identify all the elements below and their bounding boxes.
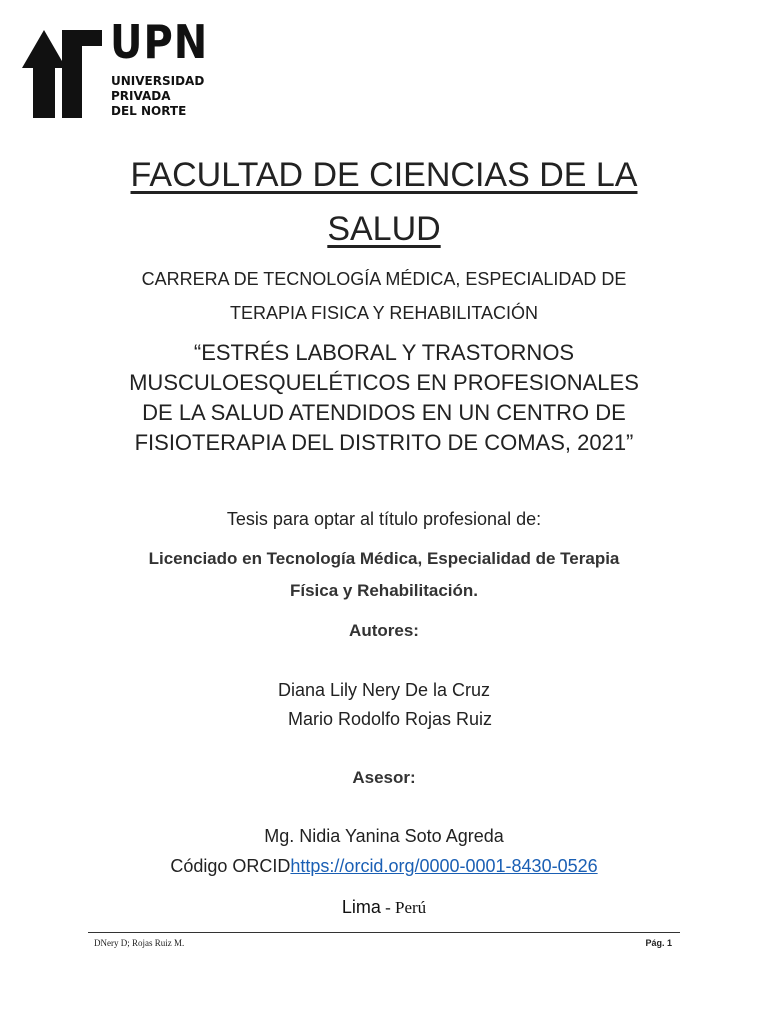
footer-page-number: Pág. 1 — [645, 938, 672, 948]
faculty-heading-line: SALUD — [327, 210, 441, 248]
logo-university-name — [111, 74, 204, 119]
thesis-title-line: MUSCULOESQUELÉTICOS EN PROFESIONALES — [129, 370, 639, 395]
faculty-heading — [0, 148, 768, 256]
authors-list — [0, 676, 768, 734]
orcid-link[interactable]: https://orcid.org/0000-0001-8430-0526 — [290, 856, 598, 876]
authors-label: Autores: — [349, 621, 419, 640]
logo-brand-text: UPN — [110, 16, 209, 70]
logo-line: DEL NORTE — [111, 104, 187, 118]
upn-arrow-logo-icon — [22, 26, 102, 122]
logo-line: PRIVADA — [111, 89, 171, 103]
thesis-title-line: “ESTRÉS LABORAL Y TRASTORNOS — [193, 340, 575, 365]
faculty-heading-line: FACULTAD DE CIENCIAS DE LA — [130, 156, 638, 194]
orcid-line — [0, 853, 768, 879]
advisor-label: Asesor: — [352, 768, 416, 787]
city-country — [0, 894, 768, 921]
thesis-title-line: FISIOTERAPIA DEL DISTRITO DE COMAS, 2021” — [134, 430, 634, 455]
thesis-title-line: DE LA SALUD ATENDIDOS EN UN CENTRO DE — [142, 400, 626, 425]
career-heading — [0, 262, 768, 330]
career-line: CARRERA DE TECNOLOGÍA MÉDICA, ESPECIALIDAD DE — [141, 269, 627, 289]
thesis-title — [0, 338, 768, 458]
author-name: Diana Lily Nery De la Cruz — [277, 680, 491, 700]
footer-divider — [88, 932, 680, 933]
footer-authors: DNery D; Rojas Ruiz M. — [94, 938, 185, 948]
country-name: - Perú — [380, 898, 427, 917]
orcid-label: Código ORCID — [170, 856, 291, 876]
career-line: TERAPIA FISICA Y REHABILITACIÓN — [229, 303, 539, 323]
advisor-name: Mg. Nidia Yanina Soto Agreda — [264, 826, 504, 846]
logo-line: UNIVERSIDAD — [111, 74, 205, 88]
university-logo — [22, 16, 209, 122]
degree-title — [0, 543, 768, 607]
city-name: Lima — [341, 897, 381, 917]
author-name: Mario Rodolfo Rojas Ruiz — [287, 709, 493, 729]
degree-title-line: Licenciado en Tecnología Médica, Especialidad de Terapia — [148, 549, 620, 568]
degree-intro: Tesis para optar al título profesional de: — [226, 509, 542, 529]
degree-title-line: Física y Rehabilitación. — [289, 581, 478, 600]
